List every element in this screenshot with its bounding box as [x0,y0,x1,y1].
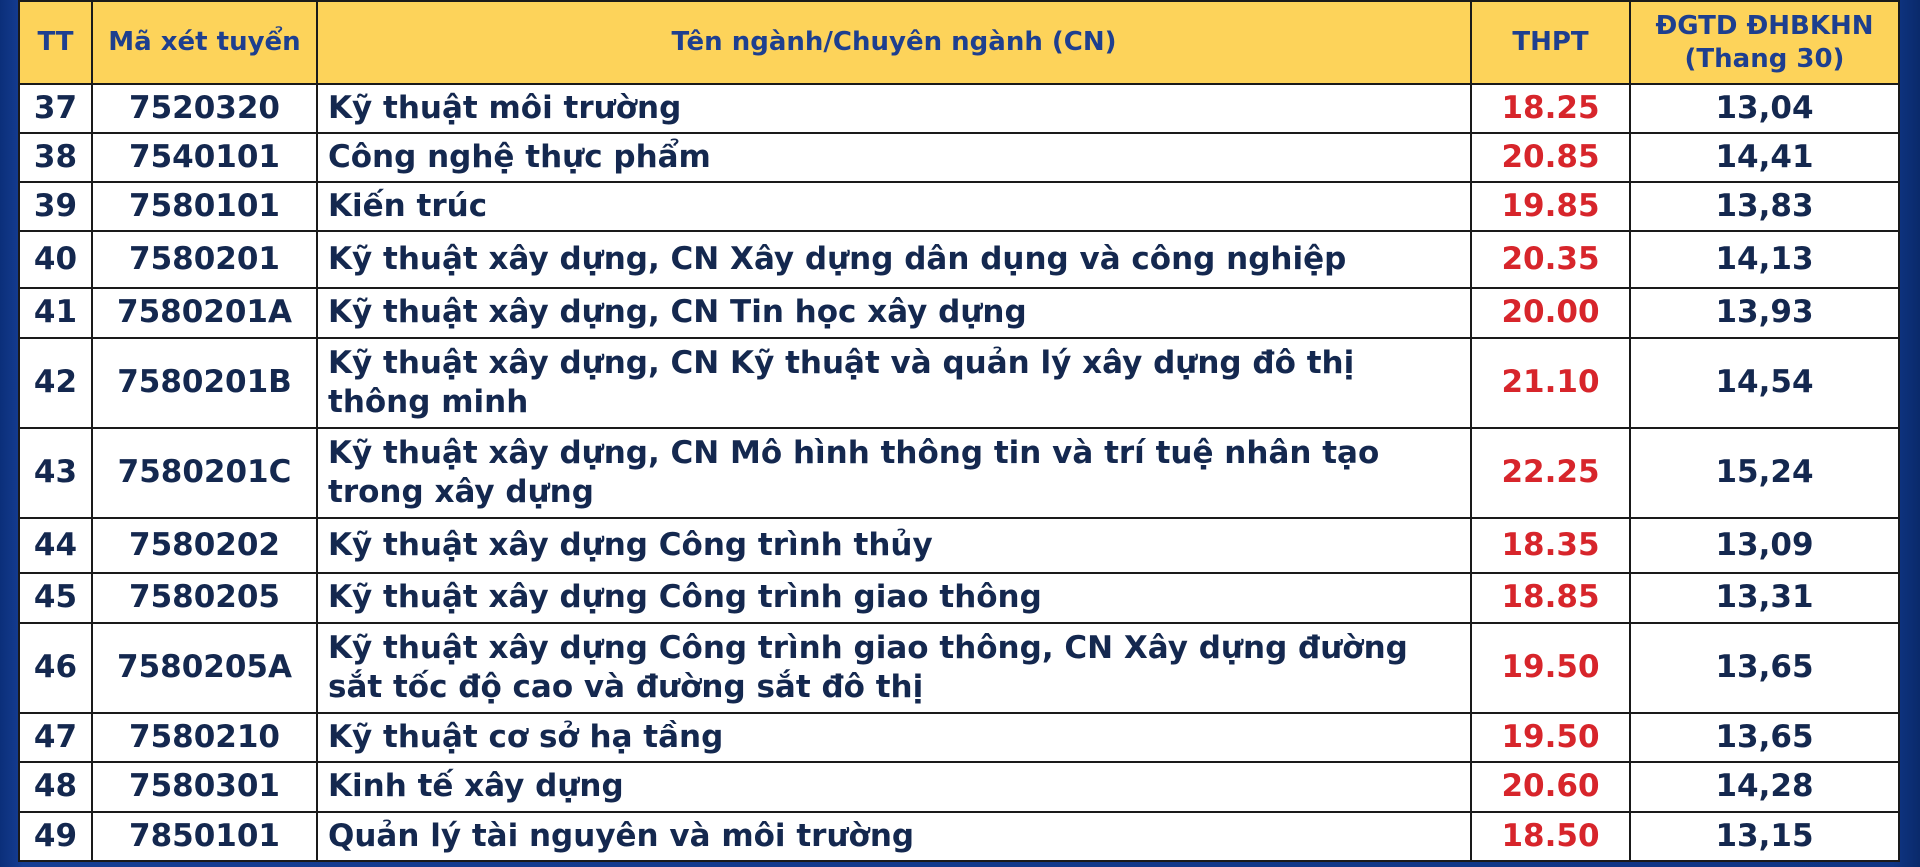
cell-tt: 43 [19,428,92,518]
cell-dgtd: 14,13 [1630,231,1899,288]
cell-name: Kỹ thuật xây dựng, CN Tin học xây dựng [317,288,1471,338]
cell-dgtd: 13,65 [1630,623,1899,713]
cell-code: 7580201 [92,231,317,288]
cell-dgtd: 14,41 [1630,133,1899,182]
cell-thpt: 20.85 [1471,133,1630,182]
cell-name: Kỹ thuật xây dựng Công trình thủy [317,518,1471,573]
header-code: Mã xét tuyển [92,1,317,84]
cell-thpt: 18.85 [1471,573,1630,623]
cell-code: 7580210 [92,713,317,762]
cell-name: Kỹ thuật xây dựng, CN Xây dựng dân dụng và công nghiệp [317,231,1471,288]
header-dgtd-line1: ĐGTD ĐHBKHN [1655,11,1874,41]
cell-name: Kỹ thuật xây dựng, CN Mô hình thông tin và trí tuệ nhân tạo trong xây dựng [317,428,1471,518]
cell-thpt: 19.85 [1471,182,1630,231]
table-row [19,338,1899,428]
cell-name: Kỹ thuật xây dựng Công trình giao thông [317,573,1471,623]
cell-dgtd: 13,09 [1630,518,1899,573]
cell-code: 7580205 [92,573,317,623]
cell-code: 7580201C [92,428,317,518]
cell-dgtd: 14,54 [1630,338,1899,428]
cell-code: 7850101 [92,812,317,861]
table-row [19,812,1899,861]
cell-tt: 40 [19,231,92,288]
cell-code: 7580205A [92,623,317,713]
cell-name: Kỹ thuật cơ sở hạ tầng [317,713,1471,762]
admission-score-table [18,0,1900,862]
cell-code: 7580101 [92,182,317,231]
cell-dgtd: 15,24 [1630,428,1899,518]
table-header [19,1,1899,84]
header-dgtd [1630,1,1899,84]
header-thpt: THPT [1471,1,1630,84]
cell-dgtd: 13,83 [1630,182,1899,231]
table-row [19,231,1899,288]
cell-tt: 46 [19,623,92,713]
cell-thpt: 18.50 [1471,812,1630,861]
cell-dgtd: 14,28 [1630,762,1899,812]
cell-name: Kinh tế xây dựng [317,762,1471,812]
table-row [19,762,1899,812]
cell-code: 7580201B [92,338,317,428]
cell-name: Kỹ thuật môi trường [317,84,1471,133]
cell-tt: 41 [19,288,92,338]
table-body [19,84,1899,861]
cell-dgtd: 13,15 [1630,812,1899,861]
cell-name: Kỹ thuật xây dựng Công trình giao thông, CN Xây dựng đường sắt tốc độ cao và đường sắt đô thị [317,623,1471,713]
cell-dgtd: 13,04 [1630,84,1899,133]
table-row [19,573,1899,623]
cell-thpt: 22.25 [1471,428,1630,518]
table-row [19,518,1899,573]
cell-thpt: 18.25 [1471,84,1630,133]
cell-name: Kiến trúc [317,182,1471,231]
cell-name: Công nghệ thực phẩm [317,133,1471,182]
cell-code: 7580202 [92,518,317,573]
cell-tt: 47 [19,713,92,762]
cell-tt: 44 [19,518,92,573]
cell-tt: 45 [19,573,92,623]
table-row [19,84,1899,133]
cell-thpt: 21.10 [1471,338,1630,428]
cell-code: 7540101 [92,133,317,182]
table-row [19,623,1899,713]
cell-tt: 48 [19,762,92,812]
cell-tt: 37 [19,84,92,133]
table-row [19,133,1899,182]
header-dgtd-line2: (Thang 30) [1684,43,1845,74]
table-row [19,182,1899,231]
cell-dgtd: 13,65 [1630,713,1899,762]
cell-code: 7580201A [92,288,317,338]
cell-tt: 49 [19,812,92,861]
header-row [19,1,1899,84]
cell-dgtd: 13,31 [1630,573,1899,623]
cell-thpt: 20.35 [1471,231,1630,288]
cell-name: Quản lý tài nguyên và môi trường [317,812,1471,861]
cell-name: Kỹ thuật xây dựng, CN Kỹ thuật và quản lý xây dựng đô thị thông minh [317,338,1471,428]
table-row [19,428,1899,518]
cell-tt: 39 [19,182,92,231]
table-row [19,288,1899,338]
cell-thpt: 18.35 [1471,518,1630,573]
cell-thpt: 20.00 [1471,288,1630,338]
cell-tt: 42 [19,338,92,428]
header-name: Tên ngành/Chuyên ngành (CN) [317,1,1471,84]
cell-tt: 38 [19,133,92,182]
cell-dgtd: 13,93 [1630,288,1899,338]
cell-code: 7580301 [92,762,317,812]
cell-thpt: 19.50 [1471,623,1630,713]
cell-thpt: 20.60 [1471,762,1630,812]
table-row [19,713,1899,762]
cell-code: 7520320 [92,84,317,133]
header-tt: TT [19,1,92,84]
cell-thpt: 19.50 [1471,713,1630,762]
